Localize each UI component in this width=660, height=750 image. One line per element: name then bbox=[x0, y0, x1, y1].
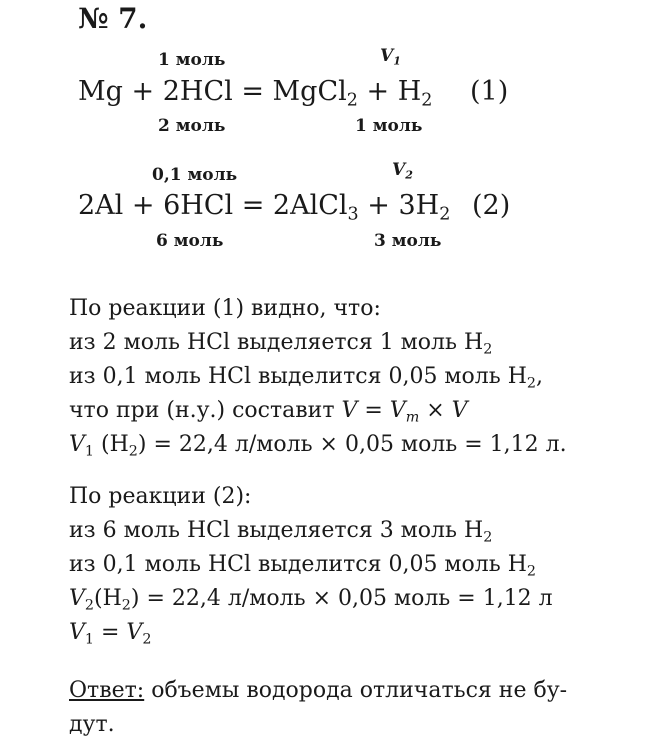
reaction-2-equation: 2Al + 6HCl = 2AlCl$_3$ + $3H_2$ bbox=[78, 190, 451, 225]
r1-below-right: 1 моль bbox=[355, 116, 423, 136]
block1-line2: из 2 моль HCl выделяется 1 моль $H_2$ bbox=[69, 330, 493, 358]
r2-above-right: $V_2$ bbox=[392, 160, 413, 182]
block2-line4: $V_2(H_2) = 22,4$ л/моль × 0,05 моль = 1,12 л bbox=[69, 586, 553, 614]
reaction-1-number: (1) bbox=[470, 76, 509, 107]
r2-below-right: 3 моль bbox=[374, 231, 442, 251]
problem-number: № 7. bbox=[78, 2, 148, 35]
reaction-1-equation: Mg + 2HCl = MgCl$_2$ + $H_2$ bbox=[78, 76, 433, 111]
block2-line5: $V_1 = V_2$ bbox=[69, 620, 152, 648]
r1-above-left: 1 моль bbox=[158, 50, 226, 70]
block1-line4: что при (н.у.) составит $V = V_m \times V$ bbox=[69, 398, 468, 426]
answer-continuation: дут. bbox=[69, 712, 115, 737]
block1-line3: из 0,1 моль HCl выделится 0,05 моль $H_2$, bbox=[69, 364, 544, 392]
block2-line1: По реакции (2): bbox=[69, 484, 252, 509]
r1-below-left: 2 моль bbox=[158, 116, 226, 136]
reaction-2-number: (2) bbox=[472, 190, 511, 221]
block2-line3: из 0,1 моль HCl выделится 0,05 моль $H_2$ bbox=[69, 552, 537, 580]
answer-label: Ответ: bbox=[69, 678, 145, 703]
r1-above-right: $V_1$ bbox=[380, 46, 401, 68]
block1-line5: $V_1$ $(H_2) = 22,4$ л/моль × 0,05 моль = 1,12 л. bbox=[69, 432, 567, 460]
block2-line2: из 6 моль HCl выделяется 3 моль $H_2$ bbox=[69, 518, 493, 546]
answer-line: Ответ: объемы водорода отличаться не бу- bbox=[69, 678, 568, 703]
block1-line1: По реакции (1) видно, что: bbox=[69, 296, 381, 321]
r2-below-left: 6 моль bbox=[156, 231, 224, 251]
r2-above-left: 0,1 моль bbox=[152, 165, 238, 185]
